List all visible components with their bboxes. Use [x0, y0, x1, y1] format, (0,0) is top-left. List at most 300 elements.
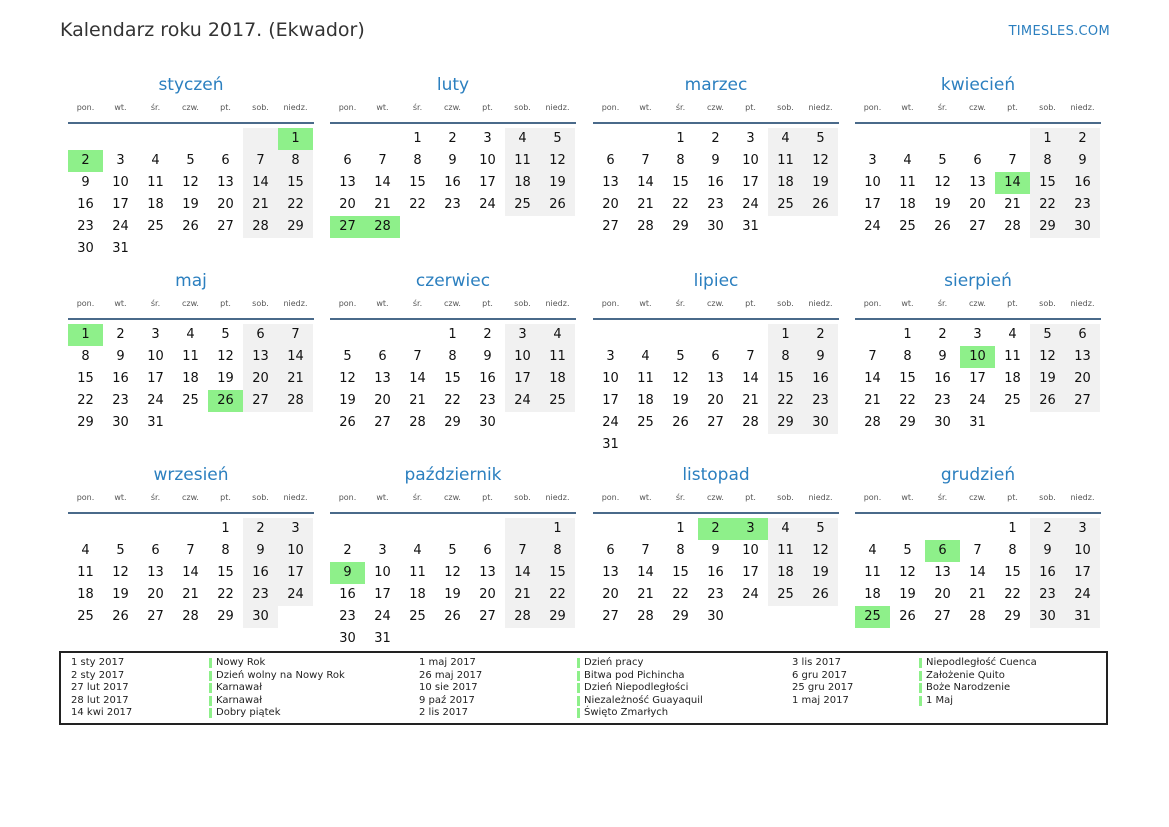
day-cell: 20: [374, 393, 391, 408]
month-name: luty: [436, 75, 470, 95]
legend-date: 3 lis 2017: [792, 657, 841, 668]
day-cell: 28: [182, 609, 199, 624]
empty-cell: [628, 518, 663, 540]
day-cell: 17: [278, 562, 313, 584]
day-cell: 17: [1065, 562, 1100, 584]
day-cell: 26: [182, 219, 199, 234]
weekday-label: pt.: [745, 299, 756, 308]
holiday-day: 3: [733, 518, 768, 540]
empty-cell: [628, 324, 663, 346]
weekday-header: [593, 299, 839, 313]
day-cell: 22: [1004, 587, 1021, 602]
day-cell: 15: [672, 175, 689, 190]
day-cell: 22: [540, 584, 575, 606]
day-grid: [855, 324, 1101, 434]
day-cell: 4: [768, 518, 803, 540]
day-cell: 4: [868, 543, 877, 558]
day-cell: 7: [868, 349, 877, 364]
day-cell: 12: [217, 349, 234, 364]
day-cell: 20: [147, 587, 164, 602]
weekday-header: [330, 103, 576, 117]
legend-holiday-name: Dzień pracy: [577, 657, 643, 668]
empty-cell: [138, 128, 173, 150]
day-cell: 4: [768, 128, 803, 150]
day-cell: 16: [444, 175, 461, 190]
month-10: [330, 465, 576, 650]
day-cell: 3: [606, 349, 615, 364]
legend-holiday-name: Karnawał: [209, 682, 262, 693]
empty-cell: [505, 518, 540, 540]
day-cell: 15: [1030, 172, 1065, 194]
day-cell: 28: [505, 606, 540, 628]
weekday-label: sob.: [252, 299, 269, 308]
day-cell: 23: [934, 393, 951, 408]
day-cell: 19: [444, 587, 461, 602]
day-cell: 7: [746, 349, 755, 364]
day-cell: 29: [672, 609, 689, 624]
day-cell: 18: [637, 393, 654, 408]
weekday-label: niedz.: [1070, 493, 1095, 502]
day-cell: 6: [151, 543, 160, 558]
day-cell: 23: [1030, 584, 1065, 606]
header-divider: [593, 512, 839, 514]
day-cell: 28: [969, 609, 986, 624]
holiday-day: 2: [68, 150, 103, 172]
header-divider: [855, 512, 1101, 514]
day-cell: 3: [151, 327, 160, 342]
day-cell: 29: [217, 609, 234, 624]
day-cell: 23: [707, 587, 724, 602]
legend-date: 27 lut 2017: [71, 682, 129, 693]
legend-holiday-name: 1 Maj: [919, 695, 953, 706]
day-cell: 13: [969, 175, 986, 190]
holiday-day: 9: [330, 562, 365, 584]
day-cell: 11: [768, 150, 803, 172]
weekday-label: wt.: [901, 103, 914, 112]
weekday-label: czw.: [182, 103, 199, 112]
day-cell: 20: [217, 197, 234, 212]
day-cell: 26: [803, 194, 838, 216]
day-cell: 3: [278, 518, 313, 540]
month-11: [593, 465, 839, 628]
day-cell: 14: [864, 371, 881, 386]
day-cell: 29: [672, 219, 689, 234]
day-cell: 6: [606, 153, 615, 168]
day-cell: 7: [641, 153, 650, 168]
empty-cell: [138, 518, 173, 540]
day-cell: 25: [1004, 393, 1021, 408]
day-cell: 12: [934, 175, 951, 190]
day-cell: 27: [934, 609, 951, 624]
day-cell: 30: [803, 412, 838, 434]
day-cell: 7: [505, 540, 540, 562]
day-cell: 10: [742, 153, 759, 168]
day-cell: 17: [742, 565, 759, 580]
day-cell: 15: [768, 368, 803, 390]
weekday-label: czw.: [969, 103, 986, 112]
header-divider: [593, 318, 839, 320]
day-cell: 15: [540, 562, 575, 584]
day-cell: 23: [77, 219, 94, 234]
month-name: marzec: [684, 75, 748, 95]
day-cell: 19: [899, 587, 916, 602]
day-cell: 1: [1008, 521, 1017, 536]
day-cell: 5: [116, 543, 125, 558]
day-grid: [330, 324, 576, 434]
day-cell: 24: [742, 587, 759, 602]
day-cell: 26: [339, 415, 356, 430]
weekday-label: pt.: [482, 493, 493, 502]
weekday-label: sob.: [252, 493, 269, 502]
legend-date: 14 kwi 2017: [71, 707, 133, 718]
day-cell: 11: [637, 371, 654, 386]
day-cell: 6: [343, 153, 352, 168]
weekday-label: śr.: [675, 493, 686, 502]
day-cell: 3: [1065, 518, 1100, 540]
weekday-label: pt.: [220, 493, 231, 502]
day-cell: 18: [540, 368, 575, 390]
month-9: [68, 465, 314, 628]
day-grid: [855, 518, 1101, 628]
day-cell: 17: [742, 175, 759, 190]
site-link[interactable]: TIMESLES.COM: [1008, 24, 1110, 39]
day-cell: 26: [803, 584, 838, 606]
weekday-label: pon.: [76, 299, 95, 308]
day-cell: 17: [374, 587, 391, 602]
weekday-label: czw.: [969, 493, 986, 502]
month-3: [593, 75, 839, 238]
day-cell: 30: [479, 415, 496, 430]
empty-cell: [890, 128, 925, 150]
day-cell: 27: [602, 219, 619, 234]
day-cell: 11: [768, 540, 803, 562]
day-cell: 30: [77, 241, 94, 256]
day-cell: 4: [903, 153, 912, 168]
weekday-label: sob.: [777, 299, 794, 308]
day-cell: 27: [707, 415, 724, 430]
day-cell: 5: [540, 128, 575, 150]
day-cell: 17: [479, 175, 496, 190]
day-cell: 8: [1008, 543, 1017, 558]
month-name: czerwiec: [415, 271, 491, 291]
legend-holiday-name: Niezależność Guayaquil: [577, 695, 703, 706]
day-cell: 24: [864, 219, 881, 234]
day-cell: 3: [378, 543, 387, 558]
day-cell: 21: [409, 393, 426, 408]
day-grid: [855, 128, 1101, 238]
day-cell: 31: [147, 415, 164, 430]
empty-cell: [173, 128, 208, 150]
header-divider: [593, 122, 839, 124]
legend-date: 28 lut 2017: [71, 694, 129, 706]
day-cell: 28: [278, 390, 313, 412]
weekday-header: [330, 493, 576, 507]
day-cell: 7: [186, 543, 195, 558]
day-cell: 30: [1030, 606, 1065, 628]
day-cell: 8: [221, 543, 230, 558]
day-cell: 24: [1065, 584, 1100, 606]
day-cell: 16: [112, 371, 129, 386]
day-cell: 22: [899, 393, 916, 408]
day-cell: 2: [803, 324, 838, 346]
day-cell: 5: [676, 349, 685, 364]
day-cell: 1: [448, 327, 457, 342]
day-cell: 11: [182, 349, 199, 364]
day-cell: 16: [707, 175, 724, 190]
empty-cell: [400, 518, 435, 540]
day-cell: 20: [243, 368, 278, 390]
day-cell: 5: [938, 153, 947, 168]
empty-cell: [400, 324, 435, 346]
day-cell: 27: [969, 219, 986, 234]
day-cell: 15: [1004, 565, 1021, 580]
day-cell: 24: [112, 219, 129, 234]
weekday-label: śr.: [412, 103, 423, 112]
day-cell: 26: [899, 609, 916, 624]
weekday-label: czw.: [444, 493, 461, 502]
day-cell: 5: [1030, 324, 1065, 346]
day-cell: 22: [768, 390, 803, 412]
weekday-label: pon.: [863, 103, 882, 112]
day-cell: 3: [483, 131, 492, 146]
day-cell: 19: [540, 172, 575, 194]
day-cell: 27: [479, 609, 496, 624]
day-cell: 28: [637, 219, 654, 234]
day-cell: 5: [803, 128, 838, 150]
day-cell: 21: [969, 587, 986, 602]
day-cell: 13: [1065, 346, 1100, 368]
day-cell: 20: [969, 197, 986, 212]
day-cell: 20: [1065, 368, 1100, 390]
day-cell: 16: [1065, 172, 1100, 194]
day-cell: 1: [413, 131, 422, 146]
empty-cell: [995, 128, 1030, 150]
day-cell: 9: [448, 153, 457, 168]
weekday-label: śr.: [150, 103, 161, 112]
weekday-label: czw.: [969, 299, 986, 308]
weekday-label: niedz.: [283, 299, 308, 308]
day-cell: 4: [186, 327, 195, 342]
day-cell: 16: [243, 562, 278, 584]
weekday-label: pt.: [745, 493, 756, 502]
day-cell: 24: [479, 197, 496, 212]
day-cell: 20: [339, 197, 356, 212]
weekday-label: śr.: [150, 299, 161, 308]
day-cell: 1: [768, 324, 803, 346]
weekday-header: [593, 103, 839, 117]
day-cell: 10: [147, 349, 164, 364]
day-cell: 18: [505, 172, 540, 194]
day-cell: 7: [278, 324, 313, 346]
empty-cell: [330, 518, 365, 540]
day-cell: 25: [409, 609, 426, 624]
weekday-label: sob.: [1039, 103, 1056, 112]
day-cell: 27: [217, 219, 234, 234]
day-cell: 23: [1065, 194, 1100, 216]
day-cell: 21: [505, 584, 540, 606]
weekday-label: czw.: [707, 299, 724, 308]
legend-date: 9 paź 2017: [419, 694, 475, 706]
day-cell: 14: [278, 346, 313, 368]
day-cell: 7: [378, 153, 387, 168]
weekday-label: niedz.: [808, 493, 833, 502]
day-cell: 23: [803, 390, 838, 412]
month-6: [330, 271, 576, 434]
day-cell: 31: [602, 437, 619, 452]
day-cell: 14: [374, 175, 391, 190]
day-cell: 18: [147, 197, 164, 212]
day-cell: 9: [116, 349, 125, 364]
day-cell: 13: [707, 371, 724, 386]
weekday-header: [855, 103, 1101, 117]
day-cell: 26: [934, 219, 951, 234]
empty-cell: [890, 518, 925, 540]
day-cell: 30: [707, 219, 724, 234]
day-cell: 9: [483, 349, 492, 364]
day-cell: 25: [768, 584, 803, 606]
day-cell: 9: [938, 349, 947, 364]
day-cell: 4: [505, 128, 540, 150]
weekday-label: sob.: [1039, 299, 1056, 308]
day-cell: 18: [182, 371, 199, 386]
legend-holiday-name: Dzień Niepodległości: [577, 682, 688, 693]
day-cell: 28: [864, 415, 881, 430]
day-cell: 16: [1030, 562, 1065, 584]
month-1: [68, 75, 314, 260]
weekday-label: pon.: [601, 299, 620, 308]
day-cell: 3: [116, 153, 125, 168]
day-cell: 24: [278, 584, 313, 606]
day-cell: 9: [711, 153, 720, 168]
legend-holiday-name: Dzień wolny na Nowy Rok: [209, 670, 345, 681]
day-cell: 25: [77, 609, 94, 624]
day-cell: 2: [1030, 518, 1065, 540]
weekday-label: śr.: [937, 299, 948, 308]
day-cell: 9: [803, 346, 838, 368]
day-cell: 10: [602, 371, 619, 386]
day-cell: 24: [374, 609, 391, 624]
day-cell: 30: [112, 415, 129, 430]
weekday-label: czw.: [707, 493, 724, 502]
empty-cell: [435, 518, 470, 540]
day-cell: 15: [278, 172, 313, 194]
header-divider: [330, 318, 576, 320]
empty-cell: [628, 128, 663, 150]
weekday-header: [330, 299, 576, 313]
day-grid: [68, 128, 314, 260]
day-cell: 19: [112, 587, 129, 602]
day-cell: 18: [768, 562, 803, 584]
empty-cell: [243, 128, 278, 150]
day-cell: 19: [182, 197, 199, 212]
weekday-label: czw.: [707, 103, 724, 112]
legend-date: 26 maj 2017: [419, 669, 483, 681]
day-cell: 13: [479, 565, 496, 580]
day-cell: 28: [1004, 219, 1021, 234]
day-cell: 4: [413, 543, 422, 558]
day-cell: 21: [742, 393, 759, 408]
day-cell: 5: [186, 153, 195, 168]
weekday-label: śr.: [937, 103, 948, 112]
weekday-label: pt.: [220, 103, 231, 112]
weekday-label: niedz.: [283, 493, 308, 502]
weekday-label: sob.: [777, 103, 794, 112]
weekday-label: pon.: [601, 493, 620, 502]
weekday-label: wt.: [639, 103, 652, 112]
day-cell: 26: [672, 415, 689, 430]
day-cell: 11: [77, 565, 94, 580]
month-name: maj: [175, 271, 207, 291]
legend-date: 25 gru 2017: [792, 682, 854, 693]
day-cell: 29: [1004, 609, 1021, 624]
day-cell: 15: [409, 175, 426, 190]
weekday-header: [855, 299, 1101, 313]
day-cell: 7: [1008, 153, 1017, 168]
day-grid: [593, 518, 839, 628]
day-cell: 29: [444, 415, 461, 430]
weekday-label: pt.: [482, 299, 493, 308]
day-cell: 2: [116, 327, 125, 342]
day-cell: 14: [409, 371, 426, 386]
weekday-label: pt.: [482, 103, 493, 112]
day-cell: 31: [374, 631, 391, 646]
day-cell: 20: [602, 197, 619, 212]
day-cell: 7: [641, 543, 650, 558]
empty-cell: [365, 128, 400, 150]
day-cell: 10: [742, 543, 759, 558]
weekday-label: niedz.: [545, 493, 570, 502]
day-cell: 20: [602, 587, 619, 602]
day-cell: 25: [147, 219, 164, 234]
day-cell: 3: [505, 324, 540, 346]
day-cell: 12: [672, 371, 689, 386]
day-cell: 13: [934, 565, 951, 580]
day-cell: 2: [448, 131, 457, 146]
weekday-label: czw.: [182, 299, 199, 308]
day-grid: [593, 128, 839, 238]
weekday-label: wt.: [376, 299, 389, 308]
day-cell: 25: [637, 415, 654, 430]
holiday-day: 6: [925, 540, 960, 562]
day-cell: 29: [899, 415, 916, 430]
weekday-header: [68, 299, 314, 313]
month-name: kwiecień: [940, 75, 1016, 95]
header-divider: [68, 318, 314, 320]
day-cell: 19: [339, 393, 356, 408]
day-cell: 16: [803, 368, 838, 390]
month-name: wrzesień: [153, 465, 229, 485]
day-cell: 12: [1030, 346, 1065, 368]
day-cell: 21: [864, 393, 881, 408]
day-cell: 18: [864, 587, 881, 602]
weekday-label: wt.: [376, 103, 389, 112]
empty-cell: [925, 128, 960, 150]
day-cell: 20: [934, 587, 951, 602]
day-cell: 12: [803, 150, 838, 172]
legend-holiday-name: Święto Zmarłych: [577, 707, 668, 718]
empty-cell: [103, 128, 138, 150]
weekday-label: wt.: [114, 299, 127, 308]
day-cell: 9: [243, 540, 278, 562]
weekday-label: śr.: [937, 493, 948, 502]
weekday-label: śr.: [675, 299, 686, 308]
month-name: listopad: [682, 465, 750, 485]
day-cell: 16: [479, 371, 496, 386]
holiday-day: 27: [330, 216, 365, 238]
empty-cell: [330, 128, 365, 150]
empty-cell: [365, 518, 400, 540]
day-cell: 8: [81, 349, 90, 364]
